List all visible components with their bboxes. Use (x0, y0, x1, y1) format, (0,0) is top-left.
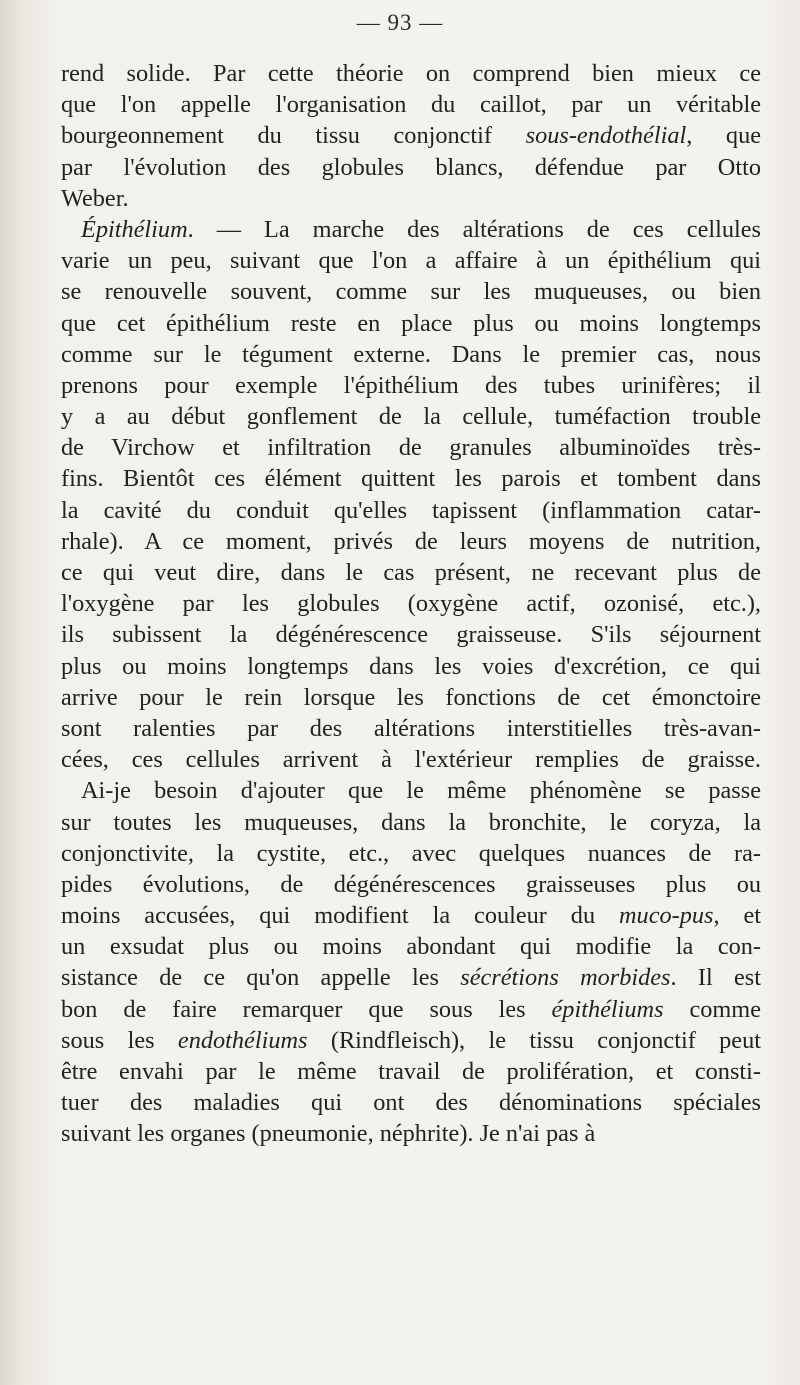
text-line (61, 557, 761, 588)
text-segment: que l'on appelle l'organisation du caillot, par un véritable (61, 91, 761, 119)
text-segment: sont ralenties par des altérations interstitielles très-avan- (61, 714, 761, 742)
italic-term: sécrétions morbides (460, 964, 671, 992)
text-segment: arrive pour le rein lorsque les fonctions de cet émonctoire (61, 683, 761, 711)
text-line (61, 463, 761, 494)
text-segment: la cavité du conduit qu'elles tapissent (inflammation catar- (61, 496, 761, 524)
text-line (61, 838, 761, 869)
text-segment: . — La marche des altérations de ces cellules (187, 215, 761, 243)
text-line (61, 1056, 761, 1087)
text-segment: Ai-je besoin d'ajouter que le même phénomène se passe (81, 777, 761, 805)
text-segment: pides évolutions, de dégénérescences graisseuses plus ou (61, 870, 761, 898)
text-segment: un exsudat plus ou moins abondant qui modifie la con- (61, 933, 761, 961)
text-segment: l'oxygène par les globules (oxygène actif, ozonisé, etc.), (61, 590, 761, 618)
text-line (61, 58, 761, 89)
text-segment: sous les (61, 1026, 178, 1054)
text-segment: bourgeonnement du tissu conjonctif (61, 122, 526, 150)
text-segment: cées, ces cellules arrivent à l'extérieur remplies de graisse. (61, 746, 761, 774)
page-number: — 93 — (356, 10, 444, 35)
text-segment: bon de faire remarquer que sous les (61, 995, 552, 1023)
text-line (61, 744, 761, 775)
text-line (61, 495, 761, 526)
text-segment: rend solide. Par cette théorie on comprend bien mieux ce (61, 60, 761, 87)
text-segment: tuer des maladies qui ont des dénominations spéciales (61, 1089, 761, 1117)
text-segment: prenons pour exemple l'épithélium des tubes urinifères; il (61, 371, 761, 399)
text-segment: que cet épithélium reste en place plus ou moins longtemps (61, 309, 761, 337)
text-segment: comme sur le tégument externe. Dans le premier cas, nous (61, 340, 761, 368)
text-segment: sur toutes les muqueuses, dans la bronchite, le coryza, la (61, 808, 761, 836)
text-line (61, 651, 761, 682)
text-segment: de Virchow et infiltration de granules albuminoïdes très- (61, 434, 761, 462)
text-segment: plus ou moins longtemps dans les voies d'excrétion, ce qui (61, 652, 761, 680)
italic-term: épithéliums (551, 995, 664, 1023)
text-line (61, 962, 761, 993)
text-line (61, 339, 761, 370)
text-segment: ils subissent la dégénérescence graisseuse. S'ils séjournent (61, 621, 761, 649)
text-segment: , et (713, 902, 761, 930)
text-line (61, 900, 761, 931)
text-segment: être envahi par le même travail de prolifération, et consti- (61, 1058, 761, 1085)
text-line (61, 432, 761, 463)
text-line (61, 308, 761, 339)
text-line (61, 931, 761, 962)
text-line (61, 183, 761, 214)
text-segment: comme (663, 995, 761, 1023)
text-line (61, 775, 761, 806)
text-line (61, 152, 761, 183)
text-line (61, 526, 761, 557)
text-line (61, 619, 761, 650)
text-line (61, 401, 761, 432)
text-segment: fins. Bientôt ces élément quittent les parois et tombent dans (61, 465, 761, 493)
text-line (61, 276, 761, 307)
text-segment: Weber. (61, 184, 129, 212)
text-line (61, 245, 761, 276)
text-line (61, 682, 761, 713)
text-segment: moins accusées, qui modifient la couleur du (61, 902, 619, 930)
text-line (61, 370, 761, 401)
text-line (61, 1087, 761, 1118)
text-segment: se renouvelle souvent, comme sur les muqueuses, ou bien (61, 278, 761, 306)
text-segment: (Rindfleisch), le tissu conjonctif peut (307, 1026, 761, 1054)
text-line (61, 588, 761, 619)
text-segment: sistance de ce qu'on appelle les (61, 964, 461, 992)
text-segment: rhale). A ce moment, privés de leurs moyens de nutrition, (61, 527, 761, 555)
italic-term: sous-endothélial (525, 122, 687, 150)
text-line (61, 214, 761, 245)
text-line (61, 869, 761, 900)
italic-term: muco-pus (619, 902, 714, 930)
text-line (61, 120, 761, 151)
text-segment: varie un peu, suivant que l'on a affaire à un épithélium qui (61, 247, 761, 275)
text-segment: par l'évolution des globules blancs, défendue par Otto (61, 153, 761, 181)
text-segment: ce qui veut dire, dans le cas présent, ne recevant plus de (61, 559, 761, 586)
text-line (61, 1025, 761, 1056)
text-segment: . Il est (670, 964, 761, 992)
text-segment: conjonctivite, la cystite, etc., avec quelques nuances de ra- (61, 839, 761, 867)
text-segment: y a au début gonflement de la cellule, tuméfaction trouble (61, 403, 761, 431)
text-line (61, 994, 761, 1025)
text-segment: suivant les organes (pneumonie, néphrite). Je n'ai pas à (61, 1120, 596, 1148)
text-segment: , que (686, 122, 762, 150)
text-line (61, 89, 761, 120)
text-line (61, 713, 761, 744)
text-line (61, 807, 761, 838)
body-text (61, 58, 761, 1150)
italic-term: Épithélium (81, 215, 188, 243)
italic-term: endothéliums (177, 1026, 308, 1054)
text-line (61, 1118, 761, 1149)
